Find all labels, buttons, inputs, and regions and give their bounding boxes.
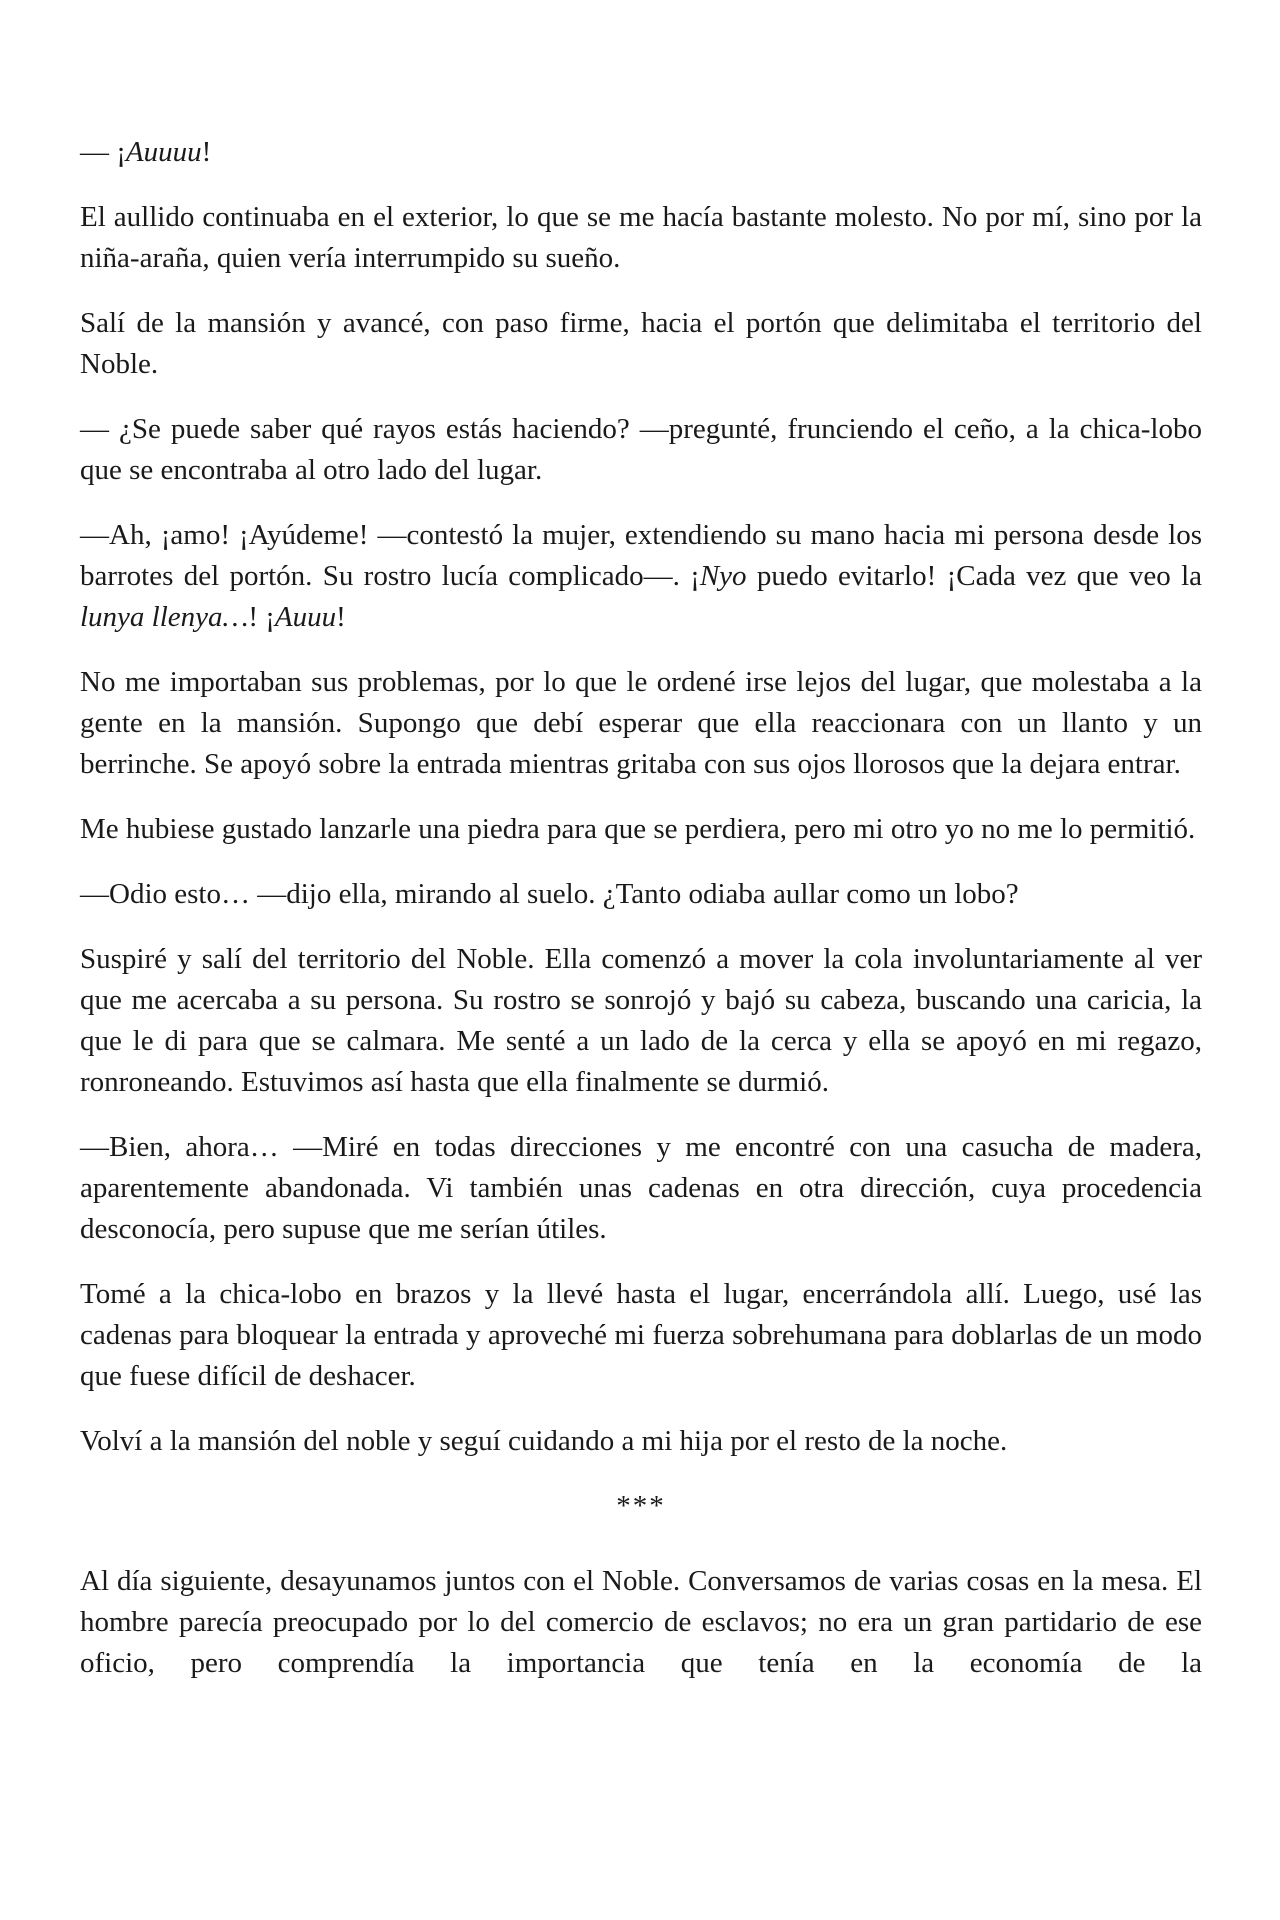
text-segment: Suspiré y salí del territorio del Noble. Ella comenzó a mover la cola involuntariamente al ver que me acercaba a su persona. Su rostro se sonrojó y bajó su cabeza, buscando una caricia, la que le di para que se calmara. Me senté a un lado de la cerca y ella se apoyó en mi regazo, ronroneando. Estuvimos así hasta que ella finalmente se durmió. [80, 943, 1202, 1098]
text-segment: ! [336, 601, 346, 633]
paragraph [80, 409, 1202, 491]
text-segment: Tomé a la chica-lobo en brazos y la llevé hasta el lugar, encerrándola allí. Luego, usé las cadenas para bloquear la entrada y aproveché mi fuerza sobrehumana para doblarlas de un modo que fuese difícil de deshacer. [80, 1278, 1202, 1392]
paragraph [80, 197, 1202, 279]
text-segment: —Bien, ahora… —Miré en todas direcciones y me encontré con una casucha de madera, aparentemente abandonada. Vi también unas cadenas en otra dirección, cuya procedencia desconocía, pero supuse que me serían útiles. [80, 1131, 1202, 1245]
italic-text: Auuuu [125, 136, 202, 168]
text-segment: Me hubiese gustado lanzarle una piedra para que se perdiera, pero mi otro yo no me lo permitió. [80, 813, 1196, 845]
body-text [80, 132, 1202, 1462]
text-segment: —Odio esto… —dijo ella, mirando al suelo. ¿Tanto odiaba aullar como un lobo? [80, 878, 1019, 910]
text-segment: Salí de la mansión y avancé, con paso firme, hacia el portón que delimitaba el territorio del Noble. [80, 307, 1202, 380]
paragraph [80, 939, 1202, 1103]
paragraph [80, 132, 1202, 173]
document-page [80, 132, 1202, 1708]
paragraph [80, 515, 1202, 638]
paragraph-final: Al día siguiente, desayunamos juntos con el Noble. Conversamos de varias cosas en la mesa. El hombre parecía preocupado por lo del comercio de esclavos; no era un gran partidario de ese oficio, pero comprendía la importancia que tenía en la economía de la [80, 1565, 1202, 1679]
text-segment: — ¿Se puede saber qué rayos estás haciendo? —pregunté, frunciendo el ceño, a la chica-lobo que se encontraba al otro lado del lugar. [80, 413, 1202, 486]
paragraph [80, 662, 1202, 785]
text-segment: — ¡ [80, 136, 126, 168]
paragraph [80, 809, 1202, 850]
paragraph [80, 874, 1202, 915]
paragraph [80, 1421, 1202, 1462]
text-segment: ! [201, 136, 212, 168]
text-segment: puedo evitarlo! ¡Cada vez que veo la [746, 560, 1202, 592]
paragraph [80, 1274, 1202, 1397]
italic-text: Nyo [699, 560, 747, 592]
paragraph [80, 303, 1202, 385]
scene-separator: *** [616, 1490, 666, 1522]
text-segment: El aullido continuaba en el exterior, lo que se me hacía bastante molesto. No por mí, sino por la niña-araña, quien vería interrumpido su sueño. [80, 201, 1202, 274]
italic-text: Auuu [274, 601, 337, 633]
text-segment: No me importaban sus problemas, por lo que le ordené irse lejos del lugar, que molestaba a la gente en la mansión. Supongo que debí esperar que ella reaccionara con un llanto y un berrinche. Se apoyó sobre la entrada mientras gritaba con sus ojos llorosos que la dejara entrar. [80, 666, 1202, 780]
italic-text: lunya llenya… [80, 601, 249, 633]
paragraph [80, 1127, 1202, 1250]
text-segment: —Ah, ¡amo! ¡Ayúdeme! —contestó la mujer, extendiendo su mano hacia mi persona desde los barrotes del portón. Su rostro lucía complicado—. ¡ [80, 519, 1202, 592]
text-segment: Volví a la mansión del noble y seguí cuidando a mi hija por el resto de la noche. [80, 1425, 1008, 1457]
text-segment: ! ¡ [248, 601, 275, 633]
